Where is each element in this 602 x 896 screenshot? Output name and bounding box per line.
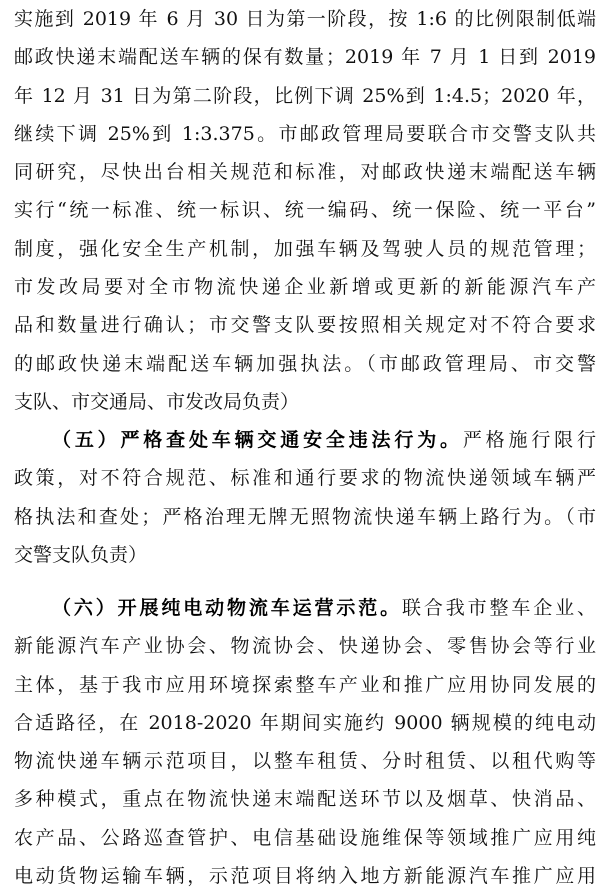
text-line: 同研究，尽快出台相关规范和标准，对邮政快递末端配送车辆 — [14, 161, 596, 184]
heading-continuation: 严格施行限行 — [462, 429, 596, 451]
text-line — [14, 421, 596, 459]
paragraph-traffic-enforcement — [14, 421, 596, 574]
text-line: 的邮政快递末端配送车辆加强执法。（市邮政管理局、市交警 — [14, 352, 596, 375]
text-line — [14, 589, 596, 627]
text-line: 农产品、公路巡查管护、电信基础设施维保等领域推广应用纯 — [14, 826, 596, 849]
text-line: 电动货物运输车辆，示范项目将纳入地方新能源汽车推广应用 — [14, 865, 596, 888]
text-line: 实行“统一标准、统一标识、统一编码、统一保险、统一平台” — [14, 199, 596, 222]
text-line: 格执法和查处；严格治理无牌无照物流快递车辆上路行为。（市 — [14, 505, 596, 528]
section-heading-five: （五）严格查处车辆交通安全违法行为。 — [52, 429, 463, 451]
text-line: 支队、市交通局、市发改局负责） — [14, 390, 300, 413]
heading-continuation: 联合我市整车企业、 — [401, 597, 596, 619]
text-line: 邮政快递末端配送车辆的保有数量；2019 年 7 月 1 日到 2019 — [14, 46, 596, 69]
text-line: 合适路径，在 2018-2020 年期间实施约 9000 辆规模的纯电动 — [14, 711, 596, 734]
text-line: 实施到 2019 年 6 月 30 日为第一阶段，按 1:6 的比例限制低端 — [14, 8, 596, 30]
text-line: 继续下调 25%到 1:3.375。市邮政管理局要联合市交警支队共 — [14, 122, 596, 145]
text-line: 年 12 月 31 日为第二阶段，比例下调 25%到 1:4.5；2020 年， — [14, 84, 596, 107]
text-line: 政策，对不符合规范、标准和通行要求的物流快递领域车辆严 — [14, 467, 596, 490]
text-line: 制度，强化安全生产机制，加强车辆及驾驶人员的规范管理； — [14, 237, 596, 260]
text-line: 多种模式，重点在物流快递末端配送环节以及烟草、快消品、 — [14, 788, 596, 811]
paragraph-phase-limits — [14, 0, 596, 421]
text-line: 物流快递车辆示范项目，以整车租赁、分时租赁、以租代购等 — [14, 750, 596, 773]
section-heading-six: （六）开展纯电动物流车运营示范。 — [52, 597, 402, 619]
text-line: 市发改局要对全市物流快递企业新增或更新的新能源汽车产 — [14, 276, 596, 299]
text-line: 主体，基于我市应用环境探索整车产业和推广应用协同发展的 — [14, 673, 596, 696]
text-line: 新能源汽车产业协会、物流协会、快递协会、零售协会等行业 — [14, 635, 596, 658]
text-line: 品和数量进行确认；市交警支队要按照相关规定对不符合要求 — [14, 314, 596, 337]
text-line: 交警支队负责） — [14, 543, 148, 566]
paragraph-ev-demonstration — [14, 589, 596, 895]
